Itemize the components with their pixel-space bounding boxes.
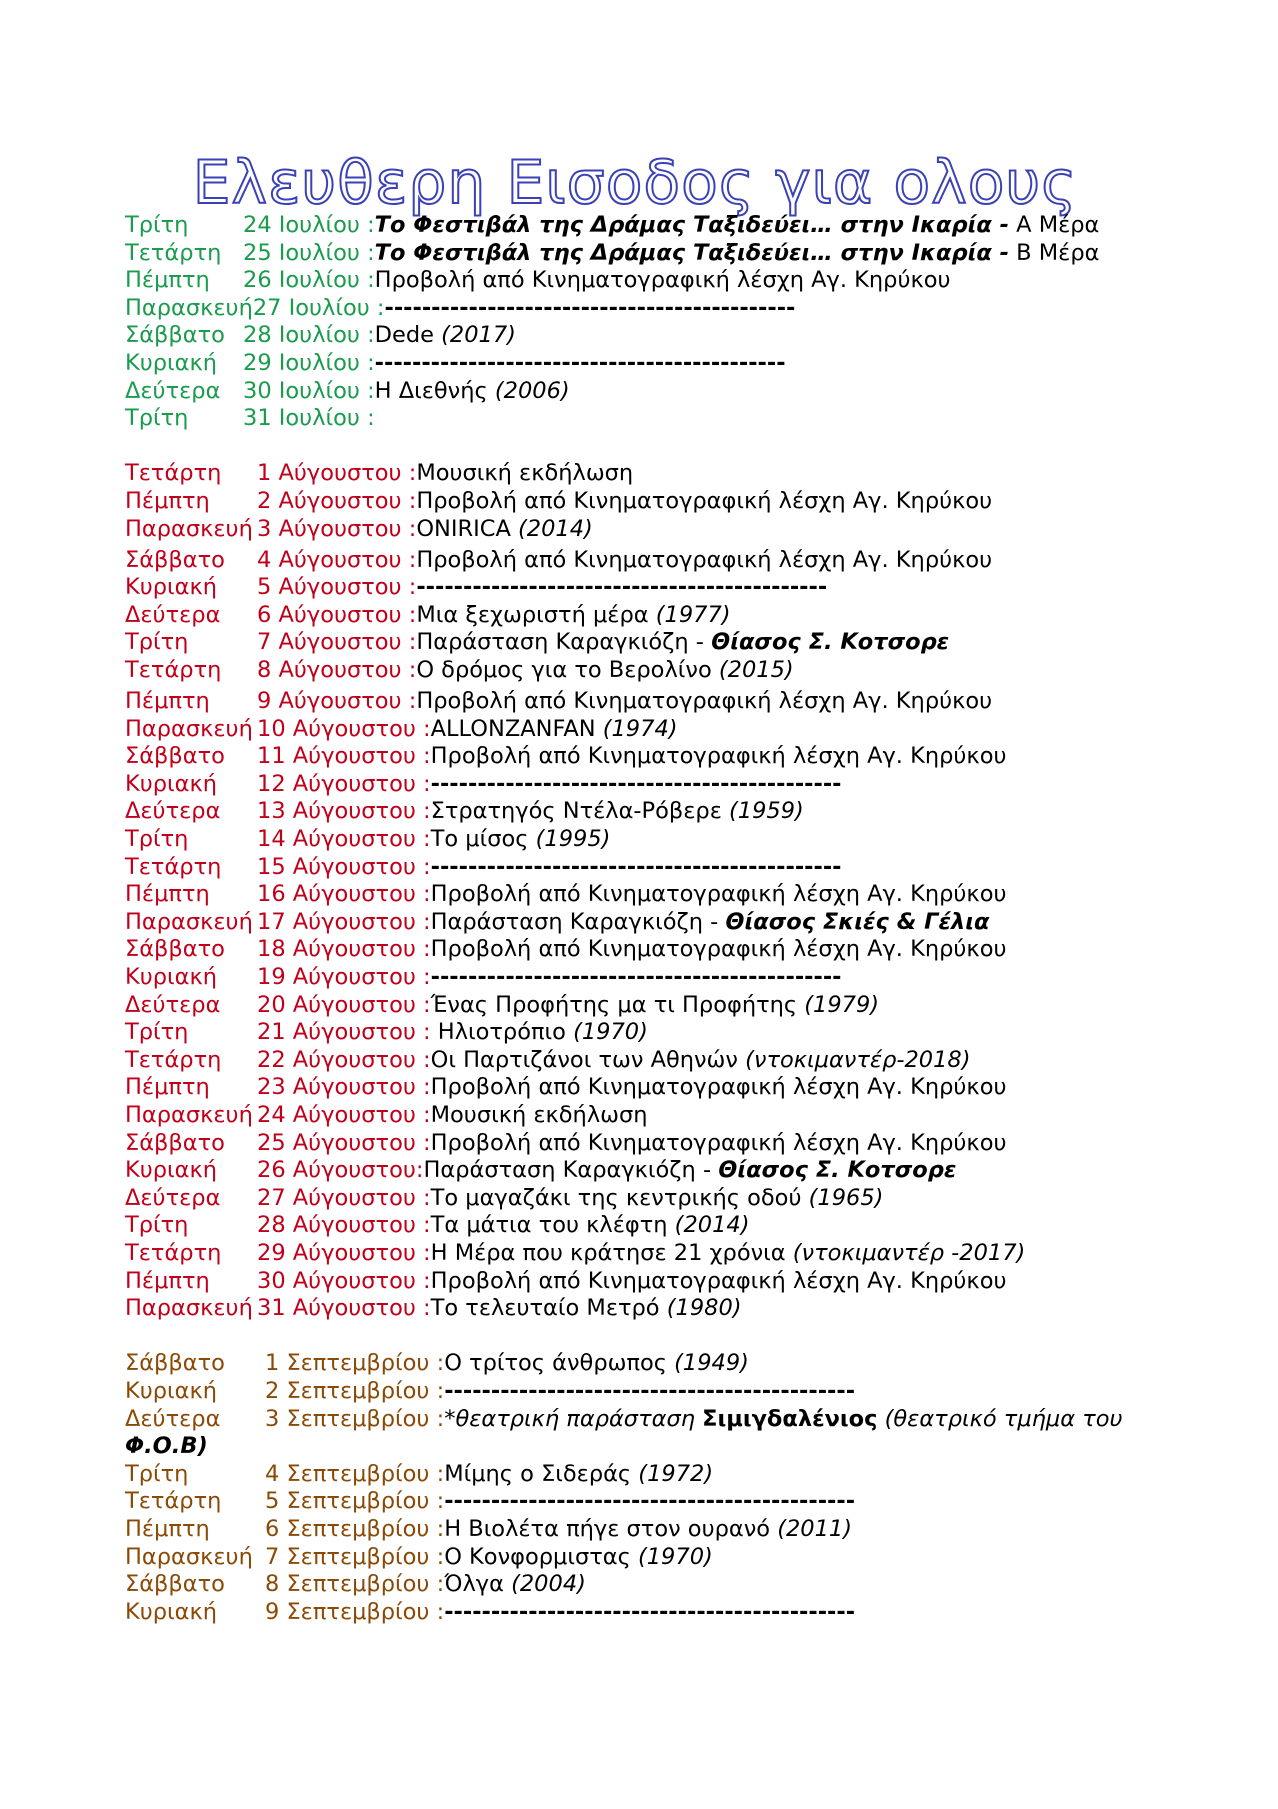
- schedule-day: Δεύτερα: [125, 1405, 221, 1432]
- schedule-event-text: Dede: [374, 322, 442, 349]
- schedule-date: 12 Αύγουστου :: [257, 770, 431, 797]
- schedule-day: Πέμπτη: [125, 487, 210, 514]
- schedule-day: Κυριακή: [125, 574, 218, 601]
- schedule-row: [125, 1019, 1235, 1047]
- schedule-date: 3 Σεπτεμβρίου :: [265, 1405, 445, 1432]
- schedule-event-text: Η Μέρα που κράτησε 21 χρόνια: [430, 1239, 793, 1266]
- schedule-event-text: Το τελευταίο Μετρό: [430, 1295, 667, 1322]
- schedule-event-text: Προβολή από Κινηματογραφική λέσχη Αγ. Κηρύκου: [416, 688, 993, 715]
- schedule-date: 21 Αύγουστου :: [257, 1019, 431, 1046]
- schedule-date: 26 Αύγουστου:: [257, 1157, 424, 1184]
- schedule-date: 25 Ιουλίου :: [243, 239, 375, 266]
- schedule-date: 30 Αύγουστου :: [257, 1267, 431, 1294]
- schedule-row: [125, 716, 1235, 744]
- schedule-list: [125, 212, 1235, 1626]
- schedule-date: 9 Σεπτεμβρίου :: [265, 1598, 445, 1625]
- schedule-row: [125, 1406, 1135, 1461]
- schedule-event-text: Το μίσος: [430, 826, 536, 853]
- schedule-row: [125, 854, 1235, 882]
- schedule-event-text: Θίασος Σκιές & Γέλια: [725, 908, 990, 935]
- schedule-day: Πέμπτη: [125, 1515, 210, 1542]
- schedule-event-text: (ντοκιμαντέρ -2017): [792, 1239, 1026, 1266]
- schedule-event-text: Α Μέρα: [1009, 212, 1100, 238]
- schedule-date: 19 Αύγουστου :: [257, 964, 431, 991]
- schedule-event-text: (2014): [674, 1212, 750, 1239]
- schedule-event-text: (1965): [808, 1184, 884, 1211]
- schedule-day: Παρασκευή: [125, 1102, 253, 1128]
- schedule-day: Τρίτη: [125, 1460, 189, 1487]
- schedule-event-text: Ηλιοτρόπιο: [430, 1019, 574, 1046]
- schedule-event-text: --------------------------------------------: [444, 1598, 856, 1625]
- schedule-event-text: Προβολή από Κινηματογραφική λέσχη Αγ. Κηρύκου: [430, 1129, 1007, 1156]
- schedule-date: 22 Αύγουστου :: [257, 1046, 431, 1073]
- schedule-event-text: Φ.Ο.Β): [125, 1433, 208, 1460]
- schedule-date: 15 Αύγουστου :: [257, 853, 431, 880]
- schedule-date: 29 Ιουλίου :: [243, 349, 375, 376]
- schedule-day: Παρασκευή: [125, 1543, 253, 1570]
- schedule-event-text: Το Φεστιβάλ της Δράμας Ταξιδεύει… στην Ικαρία -: [374, 212, 1009, 238]
- schedule-date: 7 Αύγουστου :: [257, 629, 417, 656]
- schedule-date: 27 Αύγουστου :: [257, 1184, 431, 1211]
- schedule-event-text: Ο δρόμος για το Βερολίνο: [416, 657, 719, 683]
- schedule-event-text: Παράσταση Καραγκιόζη -: [430, 908, 726, 935]
- schedule-event-text: (2004): [511, 1571, 586, 1598]
- schedule-row: [125, 1047, 1235, 1075]
- schedule-event-text: (1995): [535, 826, 611, 853]
- schedule-row: [125, 1378, 1235, 1406]
- schedule-day: Σάββατο: [125, 936, 225, 963]
- schedule-event-text: Η Διεθνής: [374, 377, 495, 404]
- schedule-date: 8 Αύγουστου :: [257, 657, 417, 683]
- schedule-event-text: Μίμης ο Σιδεράς: [444, 1460, 639, 1487]
- schedule-date: 9 Αύγουστου :: [257, 688, 417, 715]
- schedule-day: Τετάρτη: [125, 1488, 222, 1515]
- spacer: [125, 433, 1235, 461]
- schedule-row: [125, 1544, 1235, 1572]
- schedule-day: Πέμπτη: [125, 881, 210, 908]
- schedule-day: Τετάρτη: [125, 853, 222, 880]
- schedule-date: 20 Αύγουστου :: [257, 991, 431, 1018]
- schedule-day: Τρίτη: [125, 629, 189, 656]
- schedule-row: [125, 936, 1235, 964]
- schedule-event-text: ONIRICA: [416, 515, 519, 542]
- schedule-row: [125, 488, 1235, 516]
- schedule-row: [125, 826, 1235, 854]
- schedule-date: 7 Σεπτεμβρίου :: [265, 1543, 445, 1570]
- schedule-day: Τρίτη: [125, 212, 189, 238]
- schedule-date: 28 Αύγουστου :: [257, 1212, 431, 1239]
- schedule-day: Δεύτερα: [125, 798, 221, 825]
- schedule-date: 1 Αύγουστου :: [257, 460, 417, 487]
- schedule-event-text: --------------------------------------------: [374, 349, 786, 376]
- schedule-day: Παρασκευή: [125, 908, 253, 935]
- schedule-day: Τρίτη: [125, 1019, 189, 1046]
- schedule-event-text: Β Μέρα: [1009, 239, 1100, 266]
- schedule-day: Δεύτερα: [125, 991, 221, 1018]
- schedule-event-text: Μουσική εκδήλωση: [416, 460, 634, 487]
- schedule-row: [125, 798, 1235, 826]
- schedule-event-text: (2011): [777, 1515, 853, 1542]
- schedule-day: Δεύτερα: [125, 601, 221, 628]
- schedule-date: 3 Αύγουστου :: [257, 515, 417, 542]
- schedule-date: 24 Αύγουστου :: [257, 1102, 431, 1128]
- schedule-row: [125, 1130, 1235, 1158]
- schedule-day: Δεύτερα: [125, 377, 221, 404]
- schedule-row: [125, 1268, 1235, 1296]
- schedule-date: 29 Αύγουστου :: [257, 1239, 431, 1266]
- schedule-event-text: Μουσική εκδήλωση: [430, 1102, 648, 1128]
- schedule-day: Σάββατο: [125, 546, 225, 573]
- schedule-row: [125, 1350, 1235, 1378]
- schedule-day: Τρίτη: [125, 826, 189, 853]
- schedule-date: 11 Αύγουστου :: [257, 743, 431, 770]
- page-title: Ελευθερη Εισοδος για ολους: [192, 148, 1078, 218]
- schedule-event-text: --------------------------------------------: [444, 1377, 856, 1404]
- schedule-event-text: Θίασος Σ. Κοτσορε: [718, 1157, 957, 1184]
- schedule-event-text: --------------------------------------------: [444, 1488, 856, 1515]
- schedule-event-text: Μια ξεχωριστή μέρα: [416, 601, 656, 628]
- schedule-date: 10 Αύγουστου :: [257, 715, 431, 742]
- schedule-event-text: --------------------------------------------: [384, 294, 796, 321]
- schedule-row: [125, 516, 1235, 544]
- schedule-row: [125, 547, 1235, 575]
- schedule-day: Δεύτερα: [125, 1184, 221, 1211]
- schedule-row: [125, 1074, 1235, 1102]
- schedule-day: Κυριακή: [125, 1598, 218, 1625]
- schedule-day: Παρασκευή: [125, 715, 253, 742]
- schedule-event-text: Προβολή από Κινηματογραφική λέσχη Αγ. Κηρύκου: [416, 546, 993, 573]
- schedule-event-text: Οι Παρτιζάνοι των Αθηνών: [430, 1046, 746, 1073]
- schedule-date: 25 Αύγουστου :: [257, 1129, 431, 1156]
- schedule-event-text: (1972): [638, 1460, 714, 1487]
- schedule-date: 4 Αύγουστου :: [257, 546, 417, 573]
- schedule-event-text: --------------------------------------------: [430, 964, 842, 991]
- schedule-event-text: (1970): [573, 1019, 648, 1046]
- schedule-row: [125, 629, 1235, 657]
- schedule-row: [125, 1212, 1235, 1240]
- schedule-event-text: Ο Κονφορμιστας: [444, 1543, 638, 1570]
- schedule-event-text: --------------------------------------------: [430, 853, 842, 880]
- schedule-day: Τετάρτη: [125, 657, 222, 683]
- schedule-event-text: Προβολή από Κινηματογραφική λέσχη Αγ. Κηρύκου: [374, 267, 951, 294]
- schedule-event-text: Προβολή από Κινηματογραφική λέσχη Αγ. Κηρύκου: [430, 743, 1007, 770]
- schedule-row: [125, 1157, 1235, 1185]
- schedule-day: Τρίτη: [125, 405, 189, 432]
- schedule-event-text: Το μαγαζάκι της κεντρικής οδού: [430, 1184, 809, 1211]
- schedule-row: [125, 881, 1235, 909]
- schedule-row: [125, 212, 1235, 240]
- schedule-date: 8 Σεπτεμβρίου :: [265, 1571, 445, 1598]
- schedule-event-text: Στρατηγός Ντέλα-Ρόβερε: [430, 798, 730, 825]
- schedule-date: 5 Σεπτεμβρίου :: [265, 1488, 445, 1515]
- schedule-event-text: Ένας Προφήτης μα τι Προφήτης: [430, 991, 805, 1018]
- schedule-event-text: (ντοκιμαντέρ-2018): [745, 1046, 971, 1073]
- schedule-date: 13 Αύγουστου :: [257, 798, 431, 825]
- schedule-row: [125, 378, 1235, 406]
- schedule-day: Τετάρτη: [125, 460, 222, 487]
- schedule-row: [125, 1488, 1235, 1516]
- schedule-row: [125, 267, 1235, 295]
- schedule-row: [125, 295, 1235, 323]
- schedule-row: [125, 688, 1235, 716]
- schedule-event-text: Προβολή από Κινηματογραφική λέσχη Αγ. Κηρύκου: [430, 881, 1007, 908]
- schedule-event-text: Όλγα: [444, 1571, 512, 1598]
- schedule-event-text: *θεατρική παράσταση: [444, 1405, 703, 1432]
- schedule-day: Πέμπτη: [125, 267, 210, 294]
- schedule-row: [125, 1185, 1235, 1213]
- schedule-day: Πέμπτη: [125, 688, 210, 715]
- schedule-date: 26 Ιουλίου :: [243, 267, 375, 294]
- schedule-row: [125, 1102, 1235, 1130]
- schedule-event-text: (1959): [729, 798, 804, 825]
- schedule-event-text: (1977): [655, 601, 731, 628]
- schedule-date: 5 Αύγουστου :: [257, 574, 417, 601]
- schedule-event-text: Το Φεστιβάλ της Δράμας Ταξιδεύει… στην Ικαρία -: [374, 239, 1009, 266]
- schedule-row: [125, 771, 1235, 799]
- schedule-day: Σάββατο: [125, 743, 225, 770]
- schedule-date: 2 Αύγουστου :: [257, 487, 417, 514]
- schedule-row: [125, 1461, 1235, 1489]
- schedule-event-text: (1974): [602, 715, 678, 742]
- schedule-row: [125, 405, 1235, 433]
- schedule-event-text: --------------------------------------------: [430, 770, 842, 797]
- schedule-row: [125, 657, 1235, 685]
- schedule-event-text: Παράσταση Καραγκιόζη -: [416, 629, 712, 656]
- schedule-event-text: ALLONZANFAN: [430, 715, 603, 742]
- schedule-date: 2 Σεπτεμβρίου :: [265, 1377, 445, 1404]
- schedule-event-text: Ο τρίτος άνθρωπος: [444, 1350, 675, 1377]
- schedule-row: [125, 1571, 1235, 1599]
- spacer: [125, 1323, 1235, 1351]
- schedule-day: Παρασκευή: [125, 1295, 253, 1322]
- schedule-event-text: (1949): [674, 1350, 749, 1377]
- schedule-date: 17 Αύγουστου :: [257, 908, 431, 935]
- schedule-day: Κυριακή: [125, 349, 218, 376]
- schedule-row: [125, 1516, 1235, 1544]
- schedule-date: 4 Σεπτεμβρίου :: [265, 1460, 445, 1487]
- schedule-event-text: (1979): [804, 991, 880, 1018]
- schedule-event-text: (2017): [441, 322, 516, 349]
- schedule-date: 18 Αύγουστου :: [257, 936, 431, 963]
- schedule-event-text: Προβολή από Κινηματογραφική λέσχη Αγ. Κηρύκου: [430, 936, 1007, 963]
- schedule-date: 30 Ιουλίου :: [243, 377, 375, 404]
- schedule-event-text: Θίασος Σ. Κοτσορε: [711, 629, 950, 656]
- schedule-row: [125, 1240, 1235, 1268]
- schedule-row: [125, 322, 1235, 350]
- schedule-day: Σάββατο: [125, 1129, 225, 1156]
- schedule-event-text: Η Βιολέτα πήγε στον ουρανό: [444, 1515, 778, 1542]
- schedule-event-text: --------------------------------------------: [416, 574, 828, 601]
- schedule-date: 16 Αύγουστου :: [257, 881, 431, 908]
- schedule-date: 6 Αύγουστου :: [257, 601, 417, 628]
- schedule-day: Τετάρτη: [125, 1046, 222, 1073]
- schedule-event-text: (1970): [637, 1543, 713, 1570]
- schedule-event-text: Προβολή από Κινηματογραφική λέσχη Αγ. Κηρύκου: [430, 1074, 1007, 1101]
- schedule-day: Παρασκευή: [125, 294, 253, 321]
- schedule-day: Πέμπτη: [125, 1074, 210, 1101]
- schedule-day: Παρασκευή: [125, 515, 253, 542]
- schedule-event-text: (1980): [666, 1295, 742, 1322]
- schedule-event-text: Προβολή από Κινηματογραφική λέσχη Αγ. Κηρύκου: [430, 1267, 1007, 1294]
- schedule-event-text: (2014): [518, 515, 593, 542]
- schedule-day: Τρίτη: [125, 1212, 189, 1239]
- schedule-event-text: (θεατρικό τμήμα του: [877, 1405, 1123, 1432]
- schedule-row: [125, 964, 1235, 992]
- schedule-date: 23 Αύγουστου :: [257, 1074, 431, 1101]
- schedule-date: 1 Σεπτεμβρίου :: [265, 1350, 445, 1377]
- schedule-day: Τετάρτη: [125, 1239, 222, 1266]
- schedule-date: 24 Ιουλίου :: [243, 212, 375, 238]
- schedule-day: Τετάρτη: [125, 239, 222, 266]
- schedule-row: [125, 240, 1235, 268]
- schedule-day: Κυριακή: [125, 770, 218, 797]
- schedule-event-text: Παράσταση Καραγκιόζη -: [423, 1157, 719, 1184]
- schedule-row: [125, 909, 1235, 937]
- schedule-date: 6 Σεπτεμβρίου :: [265, 1515, 445, 1542]
- schedule-row: [125, 460, 1235, 488]
- schedule-day: Πέμπτη: [125, 1267, 210, 1294]
- schedule-day: Κυριακή: [125, 964, 218, 991]
- schedule-date: 31 Αύγουστου :: [257, 1295, 431, 1322]
- schedule-event-text: (2015): [718, 657, 794, 683]
- schedule-day: Κυριακή: [125, 1377, 218, 1404]
- schedule-row: [125, 1599, 1235, 1627]
- schedule-day: Σάββατο: [125, 322, 225, 349]
- schedule-row: [125, 350, 1235, 378]
- schedule-day: Σάββατο: [125, 1571, 225, 1598]
- schedule-row: [125, 992, 1235, 1020]
- schedule-date: 31 Ιουλίου :: [243, 405, 375, 432]
- schedule-date: 14 Αύγουστου :: [257, 826, 431, 853]
- schedule-row: [125, 602, 1235, 630]
- schedule-event-text: Προβολή από Κινηματογραφική λέσχη Αγ. Κηρύκου: [416, 487, 993, 514]
- schedule-event-text: Σιμιγδαλένιος: [702, 1405, 878, 1432]
- schedule-day: Σάββατο: [125, 1350, 225, 1377]
- schedule-row: [125, 1295, 1235, 1323]
- schedule-event-text: (2006): [494, 377, 570, 404]
- schedule-date: 28 Ιουλίου :: [243, 322, 375, 349]
- schedule-day: Κυριακή: [125, 1157, 218, 1184]
- schedule-row: [125, 574, 1235, 602]
- schedule-date: 27 Ιουλίου :: [252, 294, 385, 321]
- schedule-event-text: Τα μάτια του κλέφτη: [430, 1212, 675, 1239]
- schedule-row: [125, 743, 1235, 771]
